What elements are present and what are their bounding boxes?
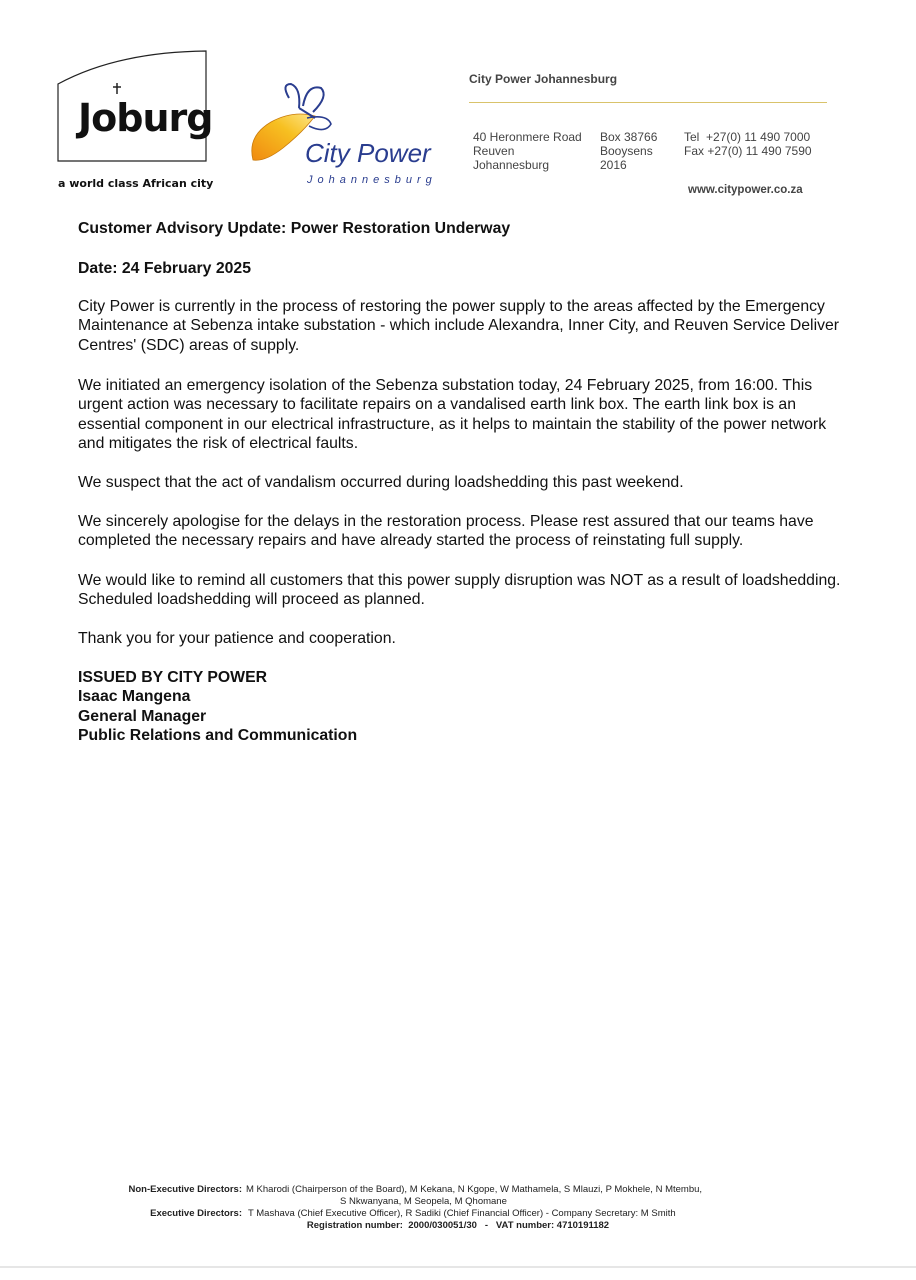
city-power-logo-name: City Power [305, 138, 431, 168]
joburg-tagline: a world class African city [58, 177, 214, 190]
non-executive-directors-cont [60, 1196, 856, 1208]
paragraph: Thank you for your patience and cooperation. [78, 630, 396, 647]
paragraph: We would like to remind all customers that this power supply disruption was NOT as a result of loadshedding. Scheduled loadshedding will proceed as planned. [78, 572, 841, 609]
signatory-role: General Manager [78, 707, 207, 725]
signature-block [78, 668, 848, 746]
address-line: 40 Heronmere Road [473, 130, 582, 144]
registration-info [60, 1220, 856, 1232]
postal-line: Booysens [600, 144, 653, 158]
postal-address [600, 130, 657, 172]
advisory-date: Date: 24 February 2025 [78, 260, 251, 277]
postal-line: 2016 [600, 158, 627, 172]
footer [60, 1184, 856, 1232]
registration-text: Registration number: 2000/030051/30 - VAT number: 4710191182 [306, 1220, 610, 1231]
issued-by: ISSUED BY CITY POWER [78, 669, 268, 686]
joburg-logo: Joburg [78, 96, 213, 140]
signatory-department: Public Relations and Communication [78, 727, 358, 745]
header-divider [469, 102, 827, 103]
phone-numbers [684, 130, 812, 158]
non-exec-names: M Kharodi (Chairperson of the Board), M Kekana, N Kgope, W Mathamela, S Mlauzi, P Mokhele, N Mtembu, [246, 1184, 703, 1195]
exec-label: Executive Directors: [150, 1208, 242, 1219]
fax: Fax +27(0) 11 490 7590 [684, 144, 812, 158]
paragraph: We sincerely apologise for the delays in the restoration process. Please rest assured that our teams have completed the necessary repairs and have already started the process of reinstating full supply. [78, 513, 814, 550]
exec-names: T Mashava (Chief Executive Officer), R Sadiki (Chief Financial Officer) - Company Secretary: M Smith [248, 1208, 676, 1219]
address-line: Johannesburg [473, 158, 550, 172]
street-address [473, 130, 582, 172]
address-line: Reuven [473, 144, 515, 158]
non-exec-names-cont: S Nkwanyana, M Seopela, M Qhomane [340, 1196, 507, 1207]
non-exec-label: Non-Executive Directors: [128, 1184, 242, 1195]
telephone: Tel +27(0) 11 490 7000 [684, 130, 811, 144]
city-power-logo-subtitle: Johannesburg [307, 174, 437, 186]
paragraph: City Power is currently in the process of restoring the power supply to the areas affected by the Emergency Maintenance at Sebenza intake substation - which include Alexandra, Inner City, and Reuven Service Deliver Centres' (SDC) areas of supply. [78, 298, 840, 354]
executive-directors [60, 1208, 856, 1220]
company-name: City Power Johannesburg [469, 72, 618, 86]
page-bottom-edge [0, 1266, 916, 1268]
postal-line: Box 38766 [600, 130, 658, 144]
paragraph: We initiated an emergency isolation of the Sebenza substation today, 24 February 2025, from 16:00. This urgent action was necessary to facilitate repairs on a vandalised earth link box. The earth link box is an essential component in our electrical infrastructure, as it helps to maintain the stability of the power network and mitigates the risk of electrical faults. [78, 377, 827, 453]
advisory-title: Customer Advisory Update: Power Restoration Underway [78, 220, 511, 237]
website-link[interactable]: www.citypower.co.za [688, 184, 803, 196]
signatory-name: Isaac Mangena [78, 688, 191, 706]
non-executive-directors [60, 1184, 856, 1196]
paragraph: We suspect that the act of vandalism occurred during loadshedding this past weekend. [78, 474, 684, 491]
